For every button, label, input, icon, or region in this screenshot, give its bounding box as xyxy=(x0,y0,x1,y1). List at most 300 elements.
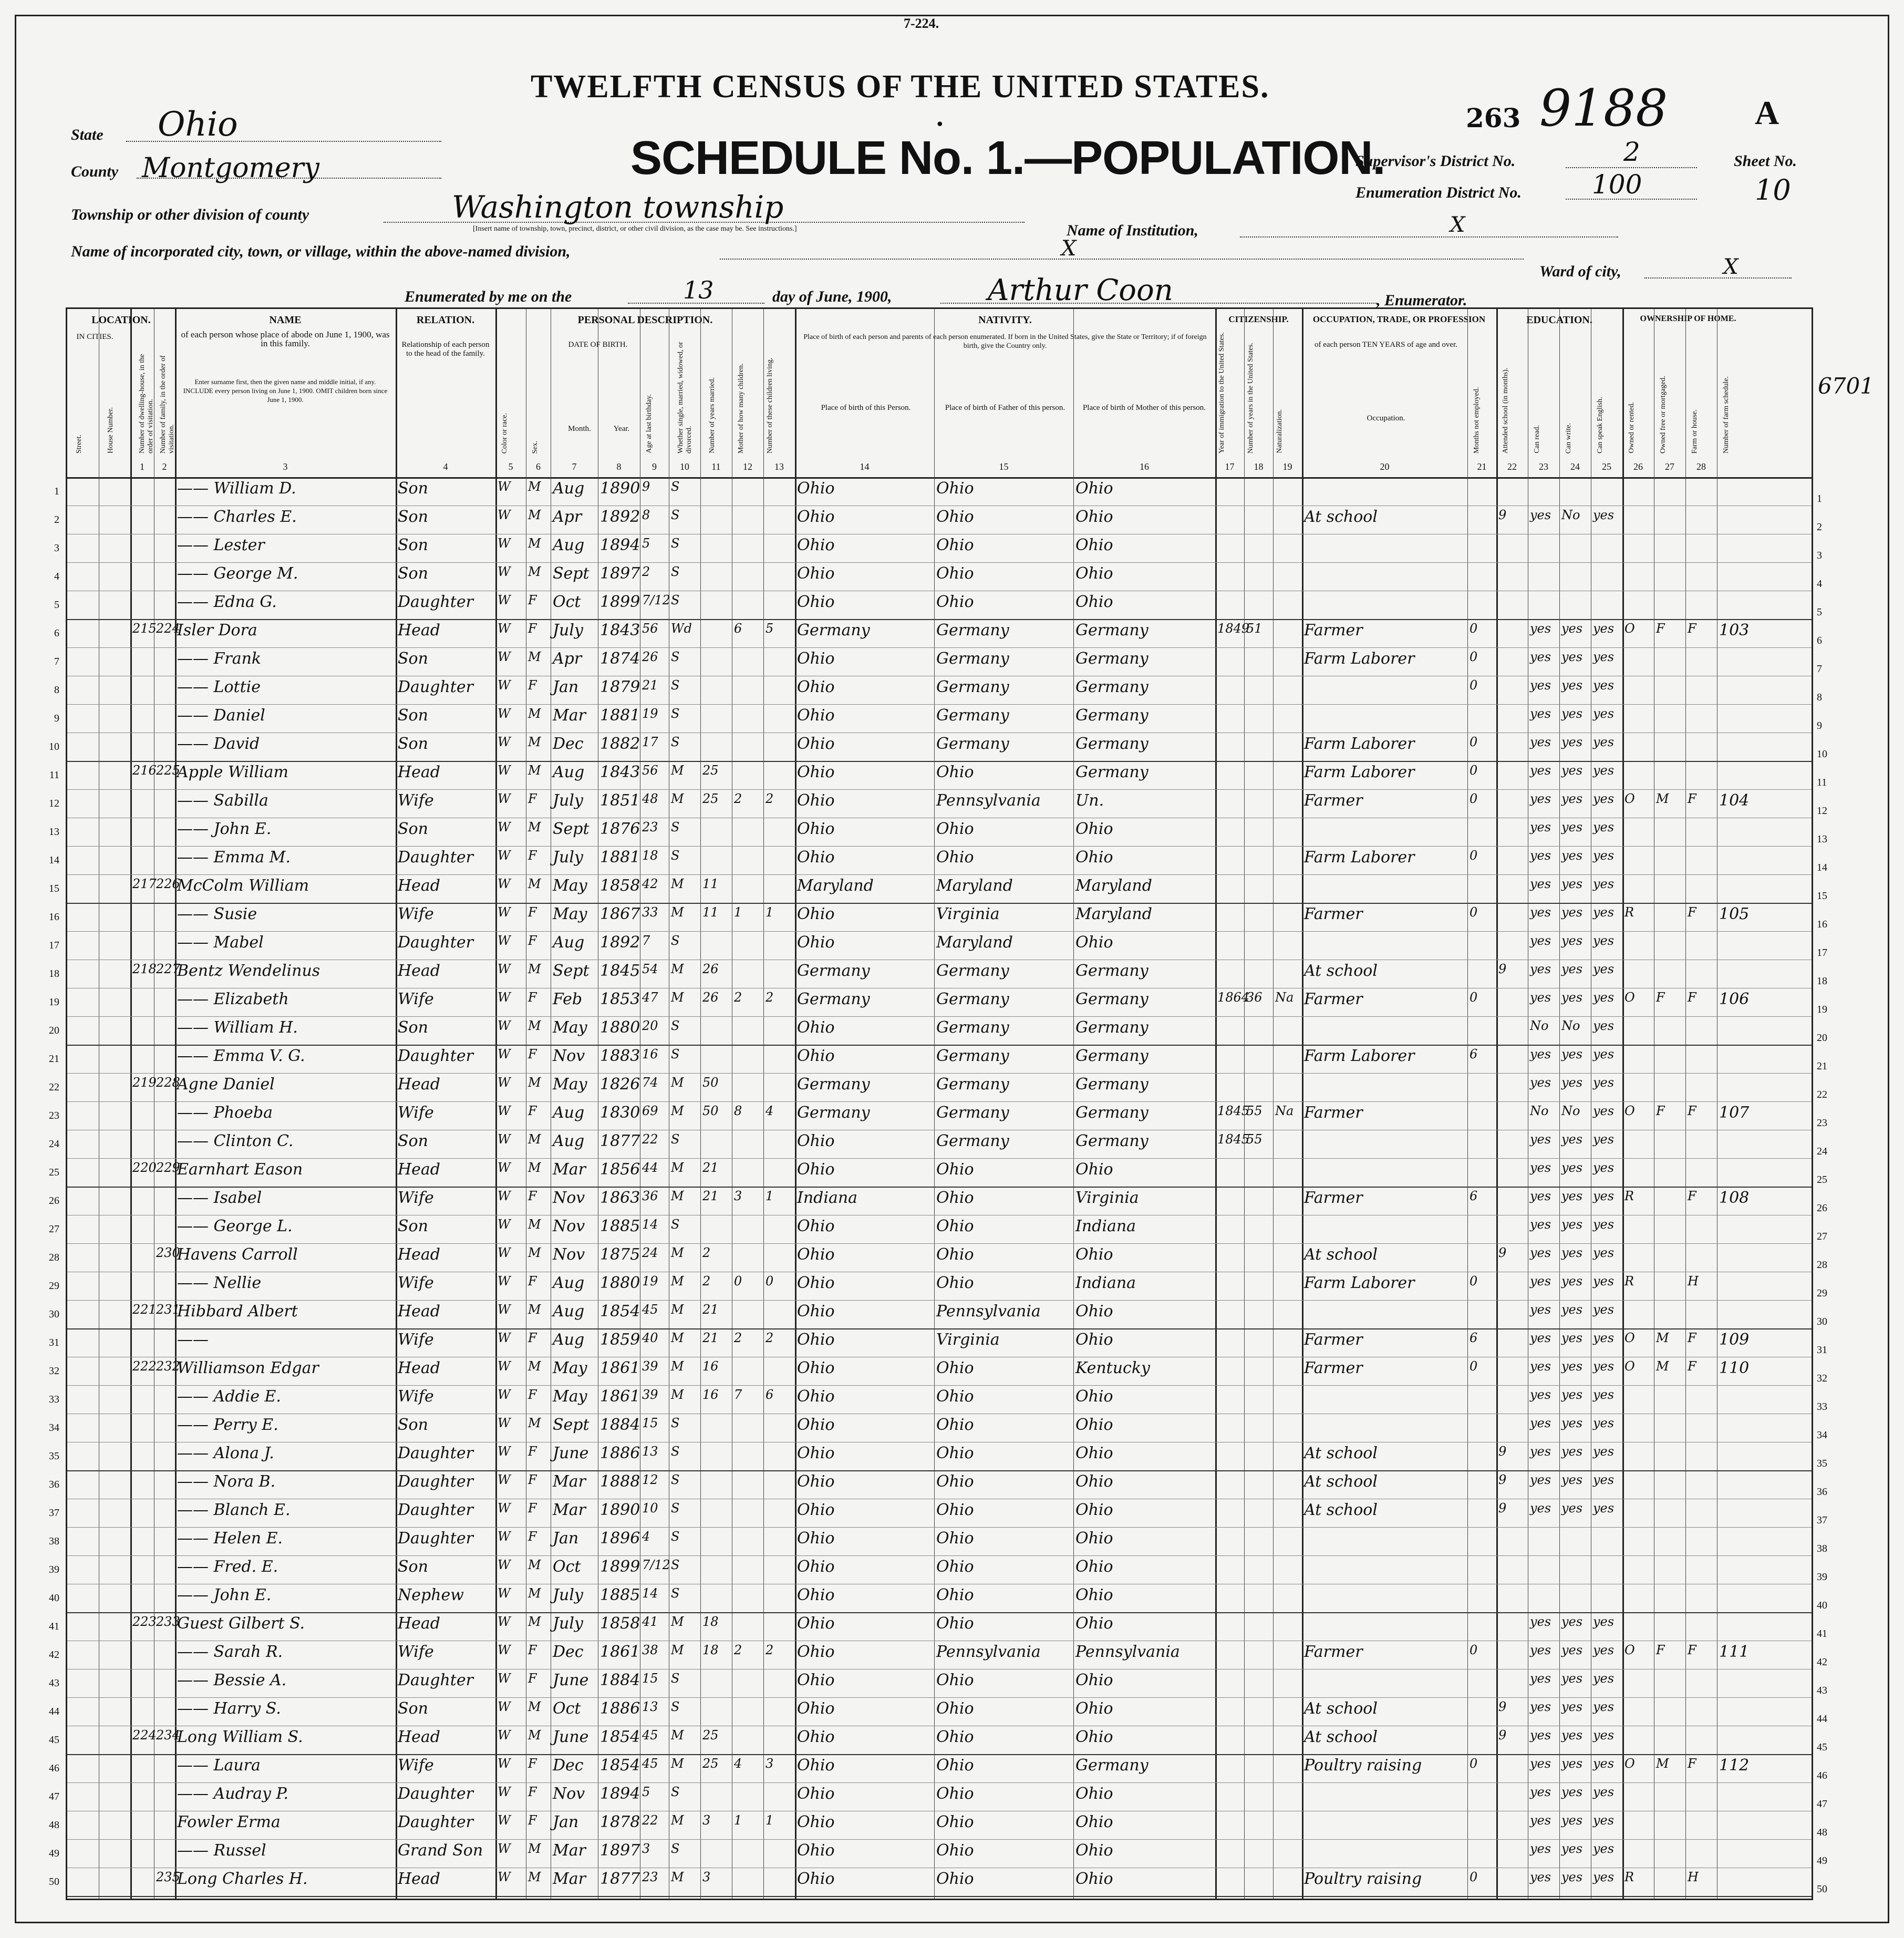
cell-bp: Maryland xyxy=(797,877,874,895)
cell-age: 56 xyxy=(642,763,658,778)
cell-sp: yes xyxy=(1593,706,1615,721)
cell-mo: Sept xyxy=(553,564,589,583)
cell-bm: Germany xyxy=(1075,1075,1148,1094)
hdr-month: Month. xyxy=(568,425,591,433)
hdr-nativity-desc: Place of birth of each person and parents of each person enumerated. If born in the United States, give the State or Territory; if of foreign birth, give the Country only. xyxy=(803,333,1207,350)
cell-wr: yes xyxy=(1561,1813,1583,1828)
hdr-dwelling: Number of dwelling-house, in the order of visitation. xyxy=(138,354,154,453)
cell-yr: 1879 xyxy=(600,678,640,696)
cell-yr: 1856 xyxy=(600,1160,640,1179)
row-number: 12 xyxy=(49,798,59,809)
cell-bm: Ohio xyxy=(1075,1699,1113,1718)
cell-yr: 1892 xyxy=(600,508,640,526)
cell-bf: Ohio xyxy=(936,479,974,498)
table-row xyxy=(49,1754,1827,1783)
cell-yr: 1854 xyxy=(600,1302,640,1321)
row-number-right: 36 xyxy=(1817,1486,1827,1498)
cell-age: 15 xyxy=(642,1416,658,1430)
cell-ym: 26 xyxy=(702,962,719,976)
cell-mf: F xyxy=(1656,621,1665,636)
table-row xyxy=(49,789,1827,818)
cell-rel: Head xyxy=(398,621,441,640)
cell-dw: 222 xyxy=(132,1359,157,1374)
cell-sp: yes xyxy=(1593,1785,1615,1799)
cell-rd: yes xyxy=(1530,933,1551,948)
cell-fh: H xyxy=(1688,1870,1699,1884)
cell-bp: Ohio xyxy=(797,1302,835,1321)
cell-rel: Wife xyxy=(398,1387,434,1406)
cell-rd: yes xyxy=(1530,735,1551,749)
cell-fs: 109 xyxy=(1719,1331,1750,1349)
form-code: 7-224. xyxy=(904,16,939,31)
row-number-right: 47 xyxy=(1817,1798,1827,1810)
cell-sch: 9 xyxy=(1498,1501,1507,1516)
cell-dw: 215 xyxy=(132,621,157,636)
cell-col: W xyxy=(498,1756,511,1771)
cell-rd: yes xyxy=(1530,706,1551,721)
table-row xyxy=(54,704,1822,733)
cell-fam: 228 xyxy=(156,1075,180,1090)
cell-bp: Germany xyxy=(797,1075,870,1094)
row-number-right: 46 xyxy=(1817,1770,1827,1781)
cell-ch: 2 xyxy=(734,791,742,806)
cell-ms: M xyxy=(671,1359,684,1374)
row-number-right: 38 xyxy=(1817,1543,1827,1554)
table-row xyxy=(49,1215,1827,1244)
cell-ms: M xyxy=(671,1387,684,1402)
cell-ym: 11 xyxy=(702,877,719,891)
cell-rel: Wife xyxy=(398,1756,434,1775)
cell-bm: Germany xyxy=(1075,735,1148,753)
cell-bm: Germany xyxy=(1075,1104,1148,1122)
cell-dw: 220 xyxy=(132,1160,157,1175)
cell-rd: yes xyxy=(1530,1756,1551,1771)
table-row xyxy=(54,477,1822,506)
row-number-right: 31 xyxy=(1817,1344,1827,1356)
cell-sch: 9 xyxy=(1498,1444,1507,1459)
row-number: 11 xyxy=(49,769,59,781)
cell-cl: 5 xyxy=(765,621,774,636)
cell-bf: Ohio xyxy=(936,536,974,554)
cell-wr: yes xyxy=(1561,1699,1583,1714)
cell-yr: 1886 xyxy=(600,1444,640,1462)
cell-own: O xyxy=(1624,1756,1635,1771)
cell-bp: Ohio xyxy=(797,1416,835,1434)
cell-yr: 1890 xyxy=(600,479,640,498)
hdr-owned-free: Owned free or mortgaged. xyxy=(1659,376,1667,453)
cell-name: Long William S. xyxy=(177,1728,303,1746)
cell-age: 21 xyxy=(642,678,658,693)
cell-age: 4 xyxy=(642,1529,650,1544)
cell-sex: M xyxy=(528,1160,541,1175)
cell-ch: 7 xyxy=(734,1387,742,1402)
cell-sch: 9 xyxy=(1498,508,1507,522)
cell-bp: Ohio xyxy=(797,1785,835,1803)
cell-sex: M xyxy=(528,1132,541,1147)
cell-col: W xyxy=(498,1785,511,1799)
cell-bm: Ohio xyxy=(1075,564,1113,583)
table-row xyxy=(54,647,1822,676)
cell-ch: 8 xyxy=(734,1104,742,1118)
cell-sex: M xyxy=(528,962,541,976)
cell-fh: H xyxy=(1688,1274,1699,1288)
column-number: 13 xyxy=(774,461,784,472)
cell-ms: S xyxy=(671,593,680,607)
cell-rd: yes xyxy=(1530,1160,1551,1175)
cell-col: W xyxy=(498,848,511,863)
cell-bm: Ohio xyxy=(1075,508,1113,526)
column-number: 24 xyxy=(1570,461,1580,472)
cell-sp: yes xyxy=(1593,1189,1615,1203)
cell-bf: Ohio xyxy=(936,1245,974,1264)
cell-mo: July xyxy=(553,621,583,640)
cell-rd: yes xyxy=(1530,1189,1551,1203)
cell-ms: S xyxy=(671,1558,680,1572)
enum-prefix: Enumerated by me on the xyxy=(405,288,572,305)
cell-name: —— Perry E. xyxy=(177,1416,278,1434)
cell-sex: F xyxy=(528,621,537,636)
sheet-value: 10 xyxy=(1755,173,1791,207)
cell-col: W xyxy=(498,1245,511,1260)
cell-yr: 1858 xyxy=(600,877,640,895)
cell-bm: Ohio xyxy=(1075,1671,1113,1689)
cell-wr: yes xyxy=(1561,1671,1583,1686)
table-row xyxy=(49,960,1827,988)
cell-col: W xyxy=(498,1217,511,1232)
cell-mo: Aug xyxy=(553,1331,585,1349)
cell-bm: Germany xyxy=(1075,621,1148,640)
cell-mo: July xyxy=(553,791,583,810)
row-number-right: 3 xyxy=(1817,550,1822,561)
cell-wr: yes xyxy=(1561,1274,1583,1288)
cell-fs: 106 xyxy=(1719,990,1750,1008)
row-number-right: 37 xyxy=(1817,1514,1827,1526)
cell-col: W xyxy=(498,678,511,693)
cell-rel: Head xyxy=(398,1870,441,1888)
cell-cl: 2 xyxy=(765,791,774,806)
hdr-color: Color or race. xyxy=(501,413,509,453)
table-header xyxy=(67,309,1812,479)
cell-mne: 0 xyxy=(1470,905,1478,920)
cell-mo: Nov xyxy=(553,1047,585,1065)
cell-rd: yes xyxy=(1530,1302,1551,1317)
page-number: 9188 xyxy=(1539,79,1668,138)
table-row xyxy=(49,903,1827,932)
table-row xyxy=(49,1101,1827,1130)
table-row xyxy=(54,591,1822,620)
column-number: 17 xyxy=(1225,461,1235,472)
cell-yr: 1880 xyxy=(600,1018,640,1037)
cell-rel: Head xyxy=(398,1302,441,1321)
cell-mo: Aug xyxy=(553,933,585,952)
hdr-education: EDUCATION. xyxy=(1526,314,1592,326)
cell-occ: Farmer xyxy=(1304,1331,1363,1349)
cell-mo: Aug xyxy=(553,1104,585,1122)
row-number: 4 xyxy=(54,571,59,582)
cell-col: W xyxy=(498,1359,511,1374)
cell-rel: Son xyxy=(398,536,428,554)
cell-bp: Ohio xyxy=(797,1671,835,1689)
cell-sex: M xyxy=(528,479,541,494)
cell-bp: Ohio xyxy=(797,1160,835,1179)
cell-bp: Ohio xyxy=(797,1728,835,1746)
cell-occ: Farm Laborer xyxy=(1304,1047,1415,1065)
cell-occ: Farmer xyxy=(1304,990,1363,1008)
hdr-ownership: OWNERSHIP OF HOME. xyxy=(1640,314,1736,323)
cell-ym: 25 xyxy=(702,1756,719,1771)
cell-col: W xyxy=(498,905,511,920)
cell-rel: Wife xyxy=(398,1189,434,1207)
cell-ms: M xyxy=(671,1274,684,1288)
cell-col: W xyxy=(498,763,511,778)
cell-occ: Farm Laborer xyxy=(1304,650,1415,668)
cell-ms: M xyxy=(671,763,684,778)
cell-name: —— Alona J. xyxy=(177,1444,274,1462)
row-number: 18 xyxy=(49,968,59,980)
cell-rel: Daughter xyxy=(398,1472,473,1491)
row-number-right: 28 xyxy=(1817,1259,1827,1271)
cell-bm: Ohio xyxy=(1075,1245,1113,1264)
cell-mo: Dec xyxy=(553,1756,584,1775)
cell-dw: 221 xyxy=(132,1302,157,1317)
cell-sp: yes xyxy=(1593,1870,1615,1884)
ward-label: Ward of city, xyxy=(1539,263,1621,280)
cell-mo: June xyxy=(553,1671,589,1689)
cell-fam: 230 xyxy=(156,1245,180,1260)
cell-sex: M xyxy=(528,1558,541,1572)
cell-sp: yes xyxy=(1593,1699,1615,1714)
cell-wr: yes xyxy=(1561,905,1583,920)
row-number-right: 45 xyxy=(1817,1741,1827,1753)
cell-rd: yes xyxy=(1530,962,1551,976)
cell-bm: Germany xyxy=(1075,1756,1148,1775)
cell-bf: Ohio xyxy=(936,1160,974,1179)
cell-bf: Ohio xyxy=(936,1870,974,1888)
hdr-occupation: Occupation. xyxy=(1367,414,1405,422)
cell-cl: 6 xyxy=(765,1387,774,1402)
cell-occ: Farm Laborer xyxy=(1304,1274,1415,1292)
cell-age: 3 xyxy=(642,1841,650,1856)
cell-yus: 51 xyxy=(1246,621,1263,636)
institution-value: X xyxy=(1450,213,1465,237)
row-number: 33 xyxy=(49,1394,59,1405)
cell-age: 44 xyxy=(642,1160,658,1175)
cell-yr: 1885 xyxy=(600,1586,640,1604)
supervisor-label: Supervisor's District No. xyxy=(1355,152,1516,170)
cell-sp: yes xyxy=(1593,791,1615,806)
cell-age: 13 xyxy=(642,1444,658,1459)
cell-sp: yes xyxy=(1593,1813,1615,1828)
cell-yr: 1881 xyxy=(600,706,640,725)
cell-mo: May xyxy=(553,1387,587,1406)
cell-rd: yes xyxy=(1530,1217,1551,1232)
cell-yr: 1830 xyxy=(600,1104,640,1122)
cell-fs: 108 xyxy=(1719,1189,1750,1207)
cell-ms: S xyxy=(671,650,680,664)
cell-name: —— Edna G. xyxy=(177,593,277,611)
cell-mo: Feb xyxy=(553,990,583,1008)
cell-rd: yes xyxy=(1530,1614,1551,1629)
cell-ms: S xyxy=(671,1472,680,1487)
cell-bp: Ohio xyxy=(797,1586,835,1604)
cell-bp: Ohio xyxy=(797,933,835,952)
cell-ym: 18 xyxy=(702,1614,719,1629)
row-number: 25 xyxy=(49,1167,59,1178)
hdr-months-unemployed: Months not employed. xyxy=(1473,387,1481,453)
cell-bf: Virginia xyxy=(936,1331,1000,1349)
cell-mf: M xyxy=(1656,1331,1669,1345)
cell-bm: Germany xyxy=(1075,990,1148,1008)
cell-sp: yes xyxy=(1593,1387,1615,1402)
cell-sp: yes xyxy=(1593,848,1615,863)
cell-col: W xyxy=(498,1870,511,1884)
cell-mo: Dec xyxy=(553,735,584,753)
cell-bm: Ohio xyxy=(1075,593,1113,611)
cell-wr: yes xyxy=(1561,1785,1583,1799)
cell-age: 12 xyxy=(642,1472,658,1487)
cell-name: McColm William xyxy=(177,877,309,895)
cell-col: W xyxy=(498,990,511,1005)
cell-ms: S xyxy=(671,1217,680,1232)
cell-mne: 0 xyxy=(1470,1870,1478,1884)
cell-bf: Germany xyxy=(936,1047,1009,1065)
cell-wr: yes xyxy=(1561,1359,1583,1374)
cell-bp: Ohio xyxy=(797,1132,835,1150)
row-number: 29 xyxy=(49,1280,59,1292)
table-row xyxy=(49,1641,1827,1669)
cell-col: W xyxy=(498,1160,511,1175)
cell-rel: Head xyxy=(398,1160,441,1179)
cell-sex: M xyxy=(528,564,541,579)
cell-wr: yes xyxy=(1561,706,1583,721)
cell-bf: Germany xyxy=(936,650,1009,668)
cell-bf: Ohio xyxy=(936,1274,974,1292)
cell-yr: 1885 xyxy=(600,1217,640,1235)
cell-name: —— David xyxy=(177,735,260,753)
cell-bf: Ohio xyxy=(936,508,974,526)
table-row xyxy=(49,1811,1827,1840)
cell-age: 42 xyxy=(642,877,658,891)
cell-yr: 1877 xyxy=(600,1870,640,1888)
cell-sex: F xyxy=(528,848,537,863)
cell-nat: Na xyxy=(1275,990,1294,1005)
cell-sex: F xyxy=(528,593,537,607)
column-number: 16 xyxy=(1140,461,1149,472)
cell-sex: F xyxy=(528,1444,537,1459)
cell-rel: Wife xyxy=(398,990,434,1008)
hdr-sex: Sex. xyxy=(531,440,539,453)
cell-ym: 2 xyxy=(702,1245,711,1260)
row-number-right: 4 xyxy=(1817,578,1822,590)
cell-mo: Mar xyxy=(553,1472,586,1491)
cell-bp: Ohio xyxy=(797,536,835,554)
cell-mo: June xyxy=(553,1444,589,1462)
cell-name: Earnhart Eason xyxy=(177,1160,303,1179)
hdr-occupation-desc: of each person TEN YEARS of age and over. xyxy=(1314,341,1457,349)
cell-col: W xyxy=(498,1671,511,1686)
cell-bp: Ohio xyxy=(797,1529,835,1548)
cell-ms: S xyxy=(671,678,680,693)
cell-col: W xyxy=(498,1416,511,1430)
cell-rd: yes xyxy=(1530,650,1551,664)
cell-rd: yes xyxy=(1530,990,1551,1005)
cell-sp: yes xyxy=(1593,1160,1615,1175)
cell-mo: Jan xyxy=(553,1813,579,1831)
cell-rd: yes xyxy=(1530,1671,1551,1686)
cell-yr: 1826 xyxy=(600,1075,640,1094)
cell-ms: S xyxy=(671,1501,680,1516)
cell-age: 16 xyxy=(642,1047,658,1061)
cell-age: 48 xyxy=(642,791,658,806)
cell-bm: Germany xyxy=(1075,1018,1148,1037)
cell-dw: 223 xyxy=(132,1614,157,1629)
cell-yr: 1861 xyxy=(600,1643,640,1661)
cell-rel: Head xyxy=(398,877,441,895)
cell-wr: yes xyxy=(1561,1728,1583,1743)
cell-name: —— Addie E. xyxy=(177,1387,281,1406)
cell-rd: yes xyxy=(1530,1699,1551,1714)
cell-bf: Ohio xyxy=(936,1558,974,1576)
cell-sp: yes xyxy=(1593,1104,1615,1118)
cell-rel: Daughter xyxy=(398,1444,473,1462)
cell-col: W xyxy=(498,1614,511,1629)
cell-bp: Ohio xyxy=(797,479,835,498)
column-number: 8 xyxy=(616,461,622,472)
cell-rel: Son xyxy=(398,1558,428,1576)
cell-fh: F xyxy=(1688,990,1696,1005)
cell-sex: M xyxy=(528,1245,541,1260)
column-number: 10 xyxy=(680,461,689,472)
cell-ms: S xyxy=(671,1699,680,1714)
cell-dw: 219 xyxy=(132,1075,157,1090)
cell-wr: yes xyxy=(1561,877,1583,891)
enum-suffix: , Enumerator. xyxy=(1377,292,1467,309)
cell-bf: Pennsylvania xyxy=(936,791,1041,810)
cell-bf: Ohio xyxy=(936,1189,974,1207)
cell-bf: Maryland xyxy=(936,933,1013,952)
cell-mo: Sept xyxy=(553,1416,589,1434)
cell-bf: Ohio xyxy=(936,564,974,583)
column-number: 1 xyxy=(140,461,144,472)
cell-yr: 1859 xyxy=(600,1331,640,1349)
row-number: 35 xyxy=(49,1450,59,1462)
cell-bm: Ohio xyxy=(1075,479,1113,498)
table-row xyxy=(49,1187,1827,1215)
cell-mo: Aug xyxy=(553,1302,585,1321)
cell-sex: M xyxy=(528,877,541,891)
cell-col: W xyxy=(498,1274,511,1288)
cell-ms: S xyxy=(671,820,680,834)
cell-mne: 6 xyxy=(1470,1189,1478,1203)
cell-mo: Nov xyxy=(553,1785,585,1803)
cell-bm: Ohio xyxy=(1075,1302,1113,1321)
cell-rel: Daughter xyxy=(398,933,473,952)
cell-rd: yes xyxy=(1530,1359,1551,1374)
cell-age: 24 xyxy=(642,1245,658,1260)
cell-bp: Ohio xyxy=(797,1217,835,1235)
row-number: 2 xyxy=(54,514,59,525)
cell-ms: M xyxy=(671,962,684,976)
cell-rd: yes xyxy=(1530,1785,1551,1799)
cell-sex: M xyxy=(528,763,541,778)
cell-bp: Ohio xyxy=(797,1813,835,1831)
cell-mo: Aug xyxy=(553,536,585,554)
cell-name: Fowler Erma xyxy=(177,1813,281,1831)
cell-rel: Wife xyxy=(398,791,434,810)
cell-wr: yes xyxy=(1561,848,1583,863)
hdr-years-married: Number of years married. xyxy=(708,377,716,453)
row-number: 22 xyxy=(49,1081,59,1093)
